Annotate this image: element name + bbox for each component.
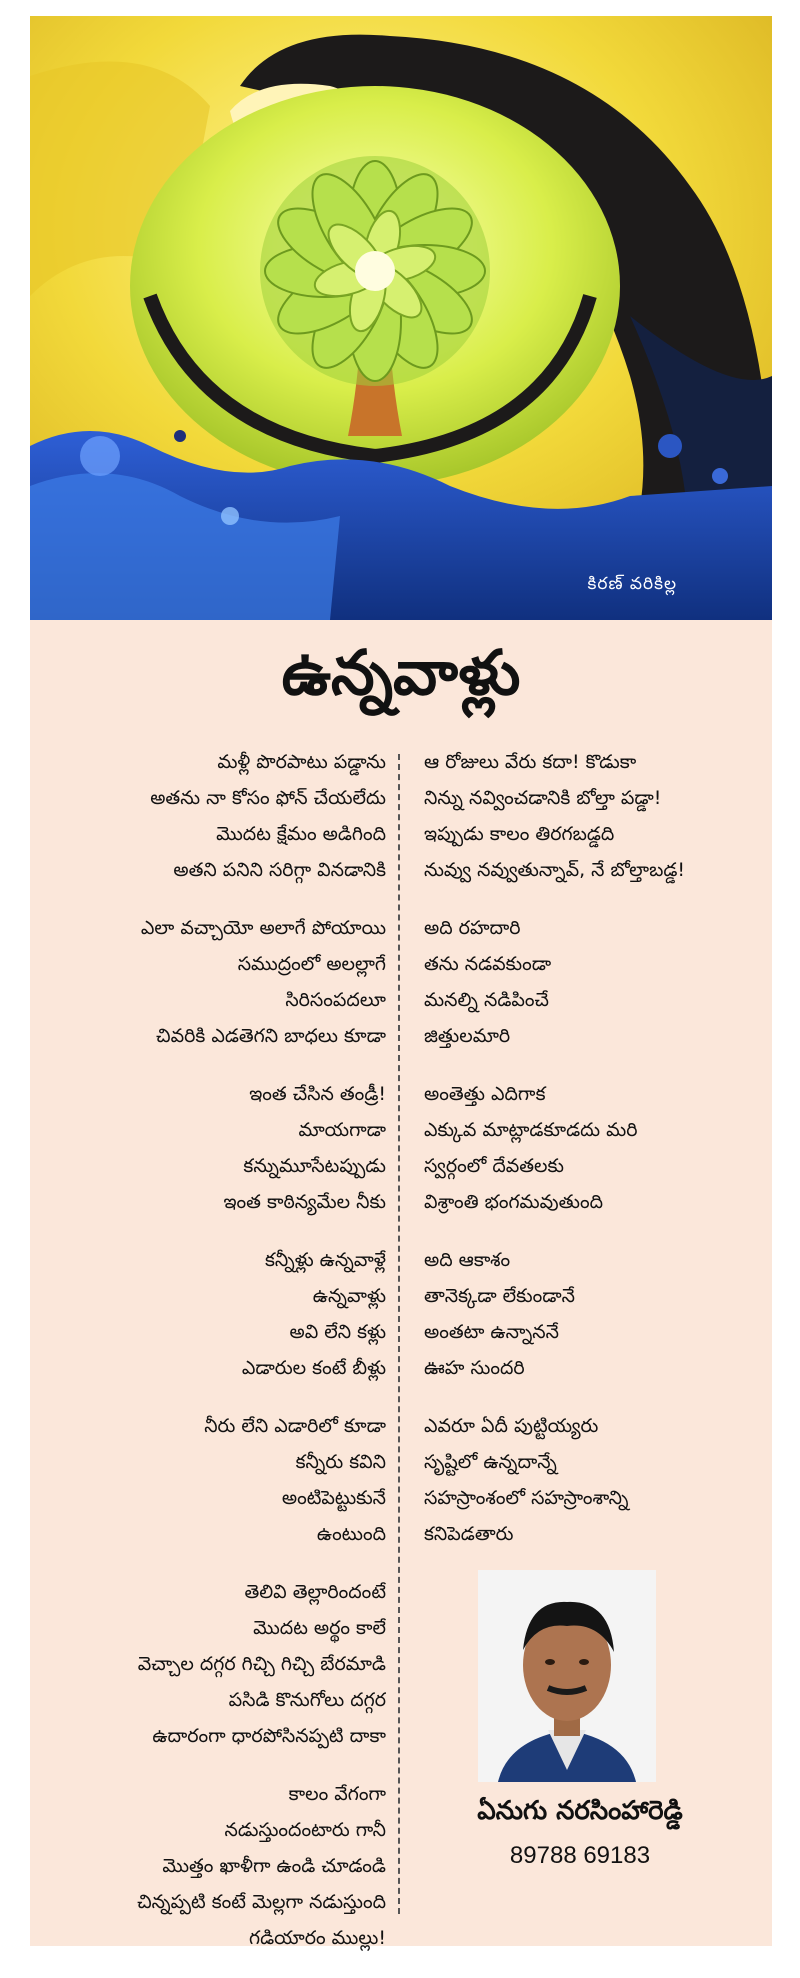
author-phone: 89788 69183 xyxy=(509,1842,651,1869)
poem-line: ఇంత కాఠిన్యమేల నీకు xyxy=(223,1191,386,1213)
poem-line: అది ఆకాశం xyxy=(424,1249,511,1271)
poem-stanza xyxy=(424,1408,764,1552)
author-name: ఏనుగు నరసింహారెడ్డి xyxy=(477,1796,683,1826)
poem-left-column xyxy=(38,744,386,1978)
poem-line: నువ్వు నవ్వుతున్నావ్, నే బోల్తాబడ్డ! xyxy=(424,859,685,881)
poem-stanza xyxy=(38,1776,386,1956)
poem-line: పసిడి కొనుగోలు దగ్గర xyxy=(228,1689,386,1711)
poem-line: అంతటా ఉన్నాననే xyxy=(424,1321,559,1343)
poem-line: ఊహ సుందరి xyxy=(424,1357,525,1379)
poem-line: వెచ్చాల దగ్గర గిచ్చి గిచ్చి బేరమాడి xyxy=(137,1653,386,1675)
newspaper-page xyxy=(30,16,772,1949)
poem-line: ఎక్కువ మాట్లాడకూడదు మరి xyxy=(424,1119,638,1141)
poem-stanza xyxy=(38,910,386,1054)
poem-stanza xyxy=(424,910,764,1054)
poem-line: ఉన్నవాళ్లు xyxy=(312,1285,386,1307)
poem-line: అతని పనిని సరిగ్గా వినడానికి xyxy=(173,859,386,881)
poem-line: ఇంత చేసిన తండ్రీ! xyxy=(249,1083,386,1105)
poem-line: తానెక్కడా లేకుండానే xyxy=(424,1285,575,1307)
poem-line: సిరిసంపదలూ xyxy=(285,989,386,1011)
poem-line: ఎవరూ ఏదీ పుట్టియ్యరు xyxy=(424,1415,599,1437)
artist-credit: కిరణ్ వరికిల్ల xyxy=(587,574,677,594)
poem-stanza xyxy=(38,1408,386,1552)
poem-stanza xyxy=(38,1076,386,1220)
poem-line: కాలం వేగంగా xyxy=(288,1783,386,1805)
poem-line: సహస్రాంశంలో సహస్రాంశాన్ని xyxy=(424,1487,629,1509)
poem-line: చివరికి ఎడతెగని బాధలు కూడా xyxy=(156,1025,386,1047)
poem-line: మాయగాడా xyxy=(298,1119,386,1141)
poem-line: జిత్తులమారి xyxy=(424,1025,511,1047)
poem-line: మళ్లీ పొరపాటు పడ్డాను xyxy=(217,751,386,773)
poem-illustration xyxy=(30,16,772,620)
poem-line: ఎలా వచ్చాయో అలాగే పోయాయి xyxy=(140,917,386,939)
poem-line: సముద్రంలో అలల్లాగే xyxy=(237,953,386,975)
poem-line: సృష్టిలో ఉన్నదాన్నే xyxy=(424,1451,557,1473)
poem-line: ఆ రోజులు వేరు కదా! కొడుకా xyxy=(424,751,637,773)
poem-line: అది రహదారి xyxy=(424,917,521,939)
poem-line: కనిపెడతారు xyxy=(424,1523,514,1545)
poem-line: కన్నీళ్లు ఉన్నవాళ్లే xyxy=(264,1249,386,1271)
poem-stanza xyxy=(38,744,386,888)
poem-line: మొత్తం ఖాళీగా ఉండి చూడండి xyxy=(162,1855,386,1877)
poem-stanza xyxy=(424,744,764,888)
poem-line: మొదట క్షేమం అడిగింది xyxy=(216,823,386,845)
poem-line: చిన్నప్పటి కంటే మెల్లగా నడుస్తుంది xyxy=(137,1891,386,1913)
poem-line: మొదట అర్థం కాలే xyxy=(253,1617,386,1639)
poem-stanza xyxy=(424,1076,764,1220)
poem-line: స్వర్గంలో దేవతలకు xyxy=(424,1155,564,1177)
poem-line: కన్నీరు కవిని xyxy=(295,1451,386,1473)
poem-stanza xyxy=(38,1242,386,1386)
author-photo xyxy=(478,1570,656,1782)
poem-right-column xyxy=(424,744,764,1574)
poem-line: ఎడారుల కంటే బీళ్లు xyxy=(241,1357,386,1379)
poem-line: నిన్ను నవ్వించడానికి బోల్తా పడ్డా! xyxy=(424,787,662,809)
painting-woman-tree-icon xyxy=(30,16,772,620)
poem-line: ఇప్పుడు కాలం తిరగబడ్డది xyxy=(424,823,615,845)
poem-line: కన్నుమూసేటప్పుడు xyxy=(243,1155,386,1177)
poem-line: మనల్ని నడిపించే xyxy=(424,989,549,1011)
poem-title: ఉన్నవాళ్లు xyxy=(281,636,521,709)
author-portrait-icon xyxy=(478,1570,656,1782)
poem-line: నడుస్తుందంటారు గానీ xyxy=(224,1819,386,1841)
poem-line: అవి లేని కళ్లు xyxy=(289,1321,386,1343)
poem-line: ఉదారంగా ధారపోసినప్పటి దాకా xyxy=(152,1725,386,1747)
poem-line: తెలివి తెల్లారిందంటే xyxy=(244,1581,386,1603)
column-divider xyxy=(398,754,400,1914)
poem-line: తను నడవకుండా xyxy=(424,953,552,975)
poem-line: నీరు లేని ఎడారిలో కూడా xyxy=(204,1415,386,1437)
poem-line: అతను నా కోసం ఫోన్ చేయలేదు xyxy=(150,787,386,809)
poem-stanza xyxy=(38,1574,386,1754)
poem-line: అంతెత్తు ఎదిగాక xyxy=(424,1083,546,1105)
poem-stanza xyxy=(424,1242,764,1386)
poem-line: విశ్రాంతి భంగమవుతుంది xyxy=(424,1191,604,1213)
poem-line: గడియారం ముల్లు! xyxy=(249,1927,386,1949)
poem-line: అంటిపెట్టుకునే xyxy=(281,1487,386,1509)
poem-line: ఉంటుంది xyxy=(316,1523,386,1545)
